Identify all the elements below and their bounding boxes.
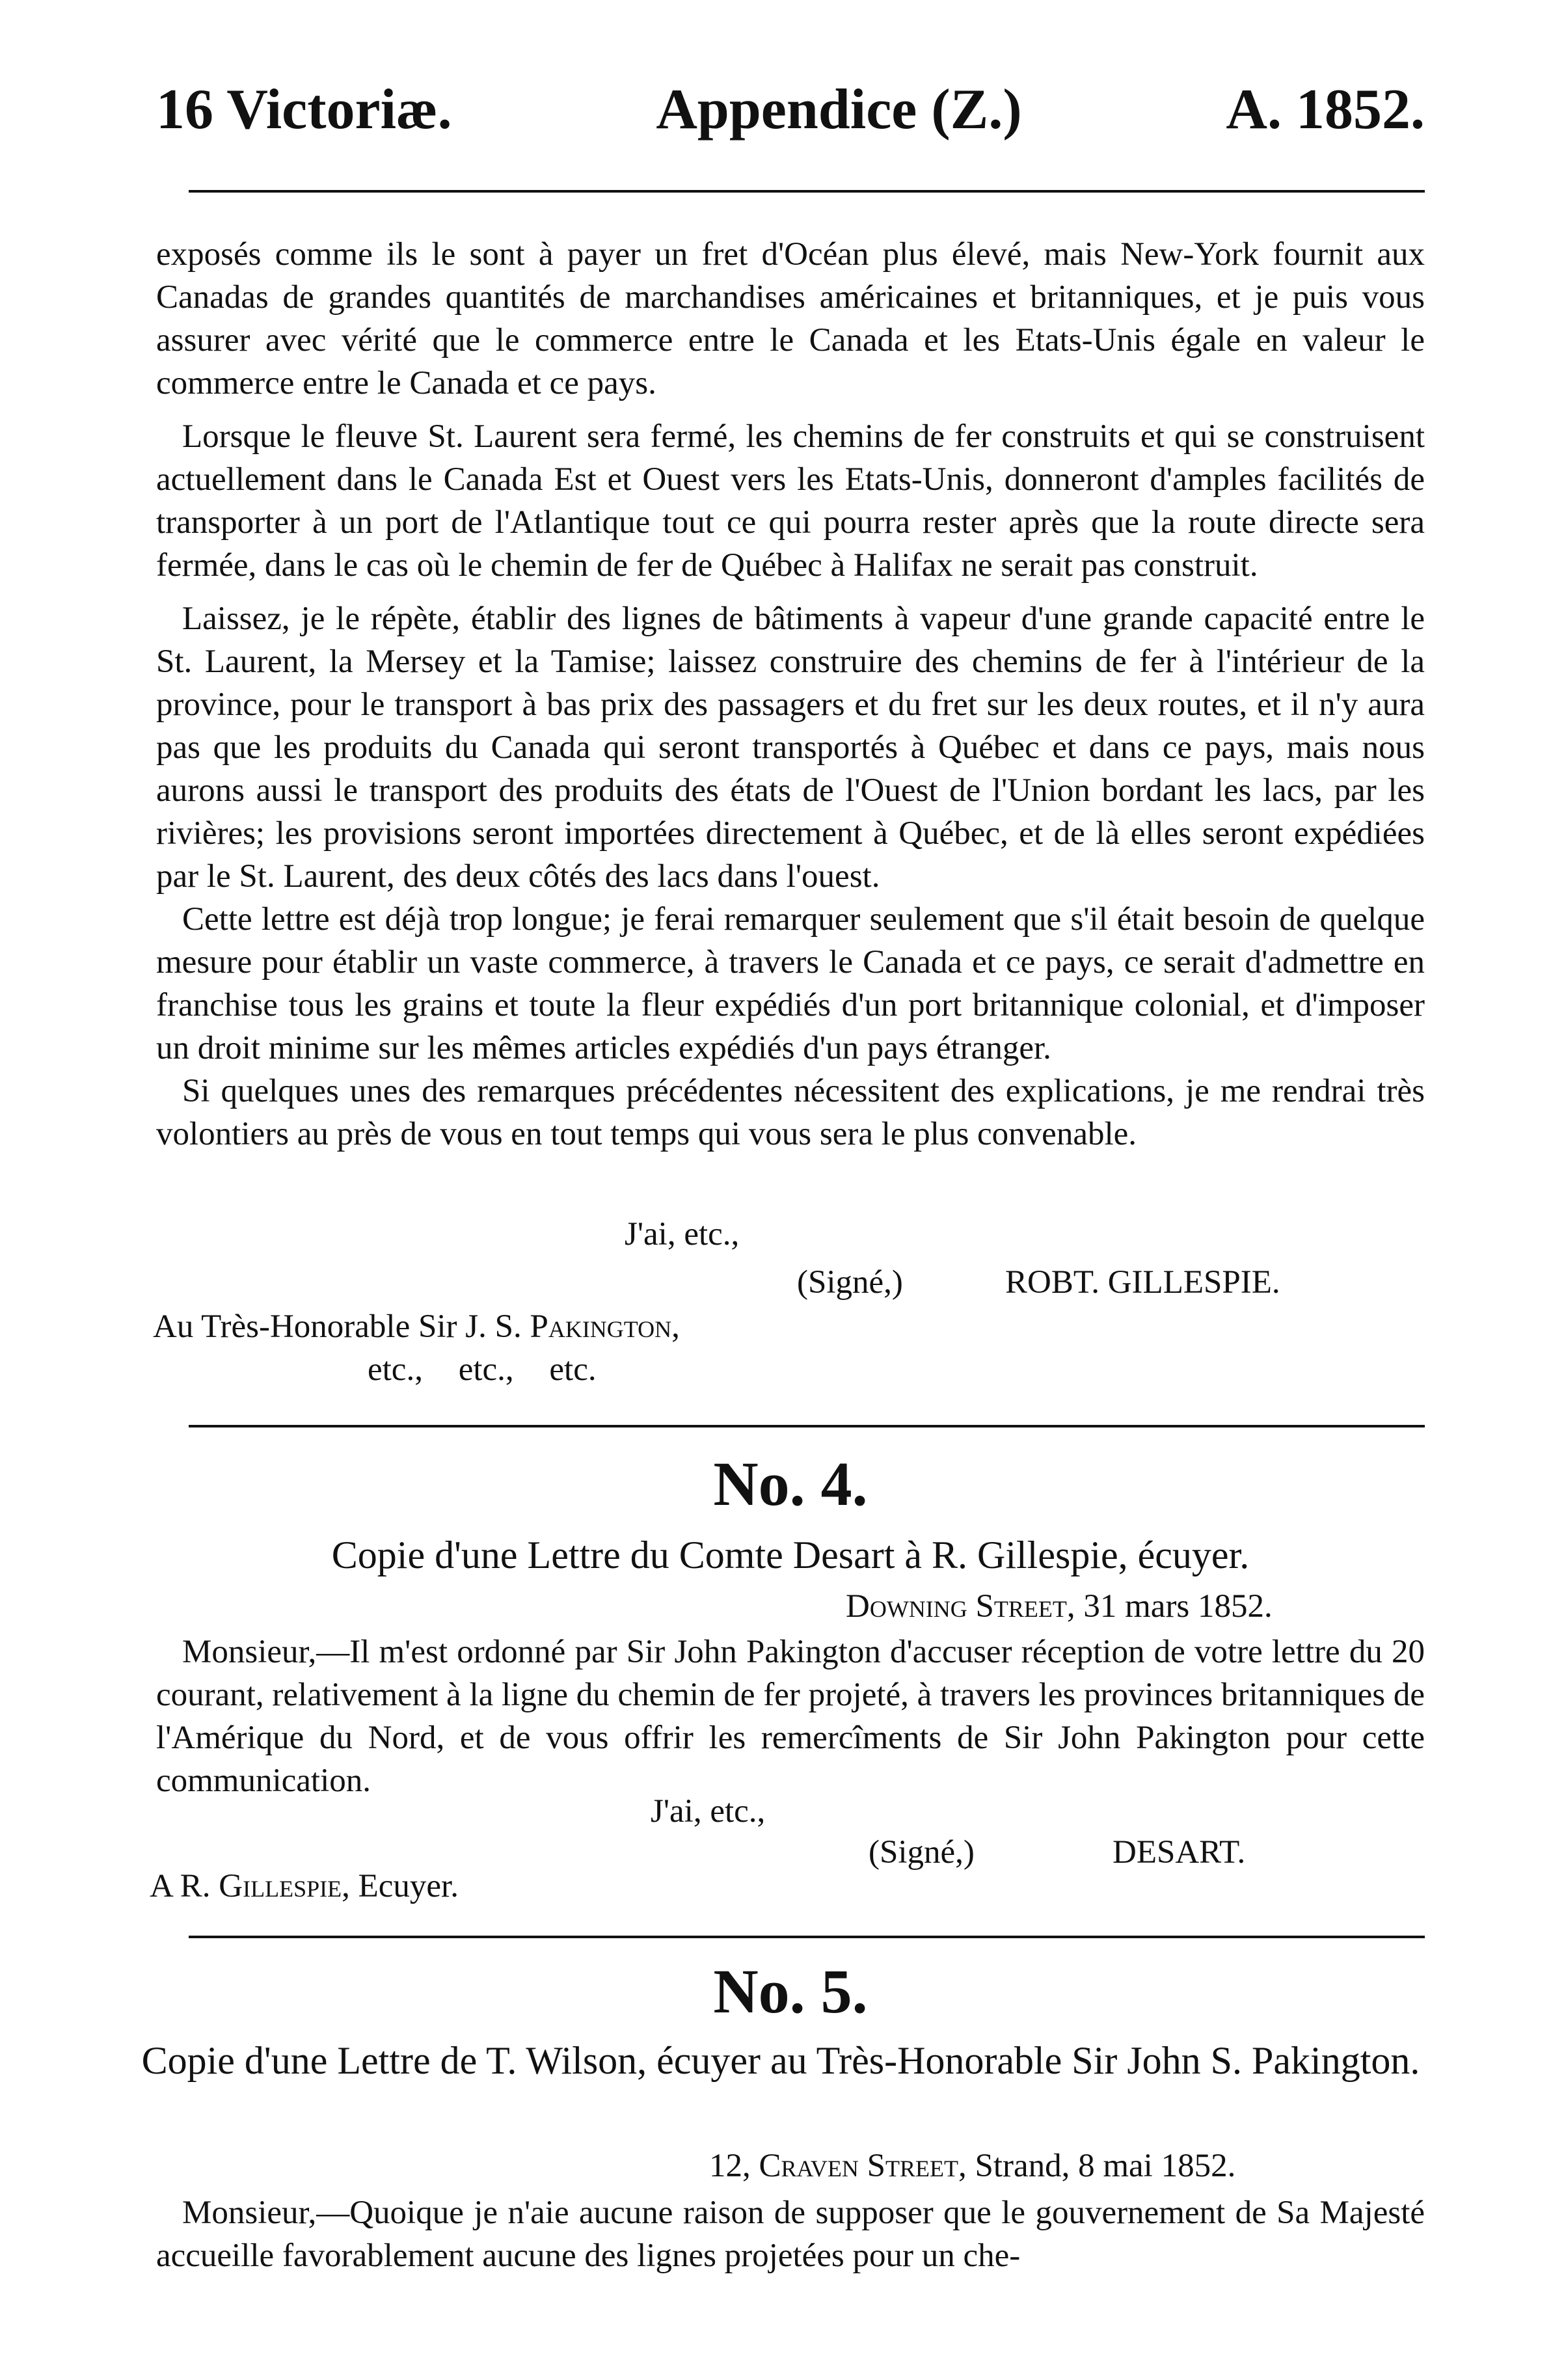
letter-3-addressee-prefix: Au Très-Honorable Sir J. S.: [153, 1308, 530, 1345]
section-5-rule: [189, 1936, 1425, 1938]
section-4-addressee-prefix: A R.: [150, 1868, 219, 1904]
section-4-addressee-suffix: Ecuyer.: [349, 1868, 459, 1904]
paragraph-3: Cette lettre est déjà trop longue; je ferai remarquer seulement que s'il était besoin de quelque mesure pour établir un vaste commerce, à travers le Canada et ce pays, ce serait d'admettre en franchise tous les grains et toute la fleur expédiés d'un port britannique colonial, et d'imposer un droit minime sur les mêmes articles expédiés d'un pays étranger.: [156, 901, 1425, 1066]
header-rule: [189, 190, 1425, 193]
section-5-paragraph: Monsieur,—Quoique je n'aie aucune raison de supposer que le gouvernement de Sa Majesté accueille favorablement aucune des lignes projetées pour un che-: [156, 2195, 1425, 2274]
section-4-body: [156, 1630, 1425, 1802]
letter-3-body: [156, 233, 1425, 1156]
section-4-addressee-name: Gillespie,: [219, 1868, 350, 1904]
letter-3-addressee-etc: etc., etc., etc.: [368, 1351, 597, 1388]
section-4-rule: [189, 1425, 1425, 1427]
letter-3-addressee-name: Pakington,: [530, 1308, 680, 1345]
section-5-place: Craven Street,: [759, 2148, 967, 2184]
section-4-paragraph: Monsieur,—Il m'est ordonné par Sir John Pakington d'accuser réception de votre lettre du 20 courant, relativement à la ligne du chemin de fer projeté, à travers les provinces britanniques de l'Amérique du Nord, et de vous offrir les remercîments de Sir John Pakington pour cette communication.: [156, 1634, 1425, 1799]
paragraph-4: Si quelques unes des remarques précédentes nécessitent des explications, je me rendrai très volontiers au près de vous en tout temps qui vous sera le plus convenable.: [156, 1073, 1425, 1152]
letter-3-addressee: [153, 1308, 680, 1346]
section-4-place: Downing Street,: [846, 1588, 1075, 1625]
section-5-number: No. 5.: [713, 1956, 868, 2026]
header-year: A. 1852.: [1226, 78, 1425, 141]
section-4-signed-label: (Signé,): [869, 1834, 975, 1871]
section-5-date: Strand, 8 mai 1852.: [975, 2148, 1236, 2184]
page-header: [156, 77, 1425, 142]
paragraph-1: Lorsque le fleuve St. Laurent sera fermé, les chemins de fer construits et qui se construisent actuellement dans le Canada Est et Ouest vers les Etats-Unis, donneront d'amples facilités de transporter à un port de l'Atlantique tout ce qui pourra rester après que la route directe sera fermée, dans le cas où le chemin de fer de Québec à Halifax ne serait pas construit.: [156, 418, 1425, 584]
paragraph-2: Laissez, je le répète, établir des lignes de bâtiments à vapeur d'une grande capacité entre le St. Laurent, la Mersey et la Tamise; laissez construire des chemins de fer à l'intérieur de la province, pour le transport à bas prix des passagers et du fret sur les deux routes, et il n'y aura pas que les produits du Canada qui seront transportés à Québec et dans ce pays, mais nous aurons aussi le transport des produits des états de l'Ouest de l'Union bordant les lacs, par les rivières; les provisions seront importées directement à Québec, et de là elles seront expédiées par le St. Laurent, des deux côtés des lacs dans l'ouest.: [156, 601, 1425, 895]
header-appendix: Appendice (Z.): [656, 78, 1022, 141]
section-4-addressee: [150, 1867, 459, 1905]
section-4-number: No. 4.: [713, 1449, 868, 1519]
header-session: 16 Victoriæ.: [156, 78, 452, 141]
section-5-dateline: [709, 2147, 1235, 2185]
section-4-dateline: [846, 1588, 1273, 1625]
section-4-title: Copie d'une Lettre du Comte Desart à R. Gillespie, écuyer.: [331, 1534, 1250, 1576]
letter-3-signed-label: (Signé,): [797, 1264, 903, 1301]
section-4-closing: J'ai, etc.,: [651, 1793, 766, 1830]
section-5-place-prefix: 12,: [709, 2148, 759, 2184]
intro-paragraph: exposés comme ils le sont à payer un fret d'Océan plus élevé, mais New-York fournit aux Canadas de grandes quantités de marchandises américaines et britanniques, et je puis vous assurer avec vérité que le commerce entre le Canada et les Etats-Unis égale en valeur le commerce entre le Canada et ce pays.: [156, 236, 1425, 401]
section-5-body: [156, 2191, 1425, 2277]
section-4-signature: DESART.: [1113, 1834, 1246, 1871]
section-4-date: 31 mars 1852.: [1083, 1588, 1273, 1625]
letter-3-signature: ROBT. GILLESPIE.: [1005, 1264, 1280, 1301]
letter-3-closing: J'ai, etc.,: [625, 1216, 740, 1252]
section-5-title: Copie d'une Lettre de T. Wilson, écuyer au Très-Honorable Sir John S. Pakington.: [141, 2039, 1420, 2082]
